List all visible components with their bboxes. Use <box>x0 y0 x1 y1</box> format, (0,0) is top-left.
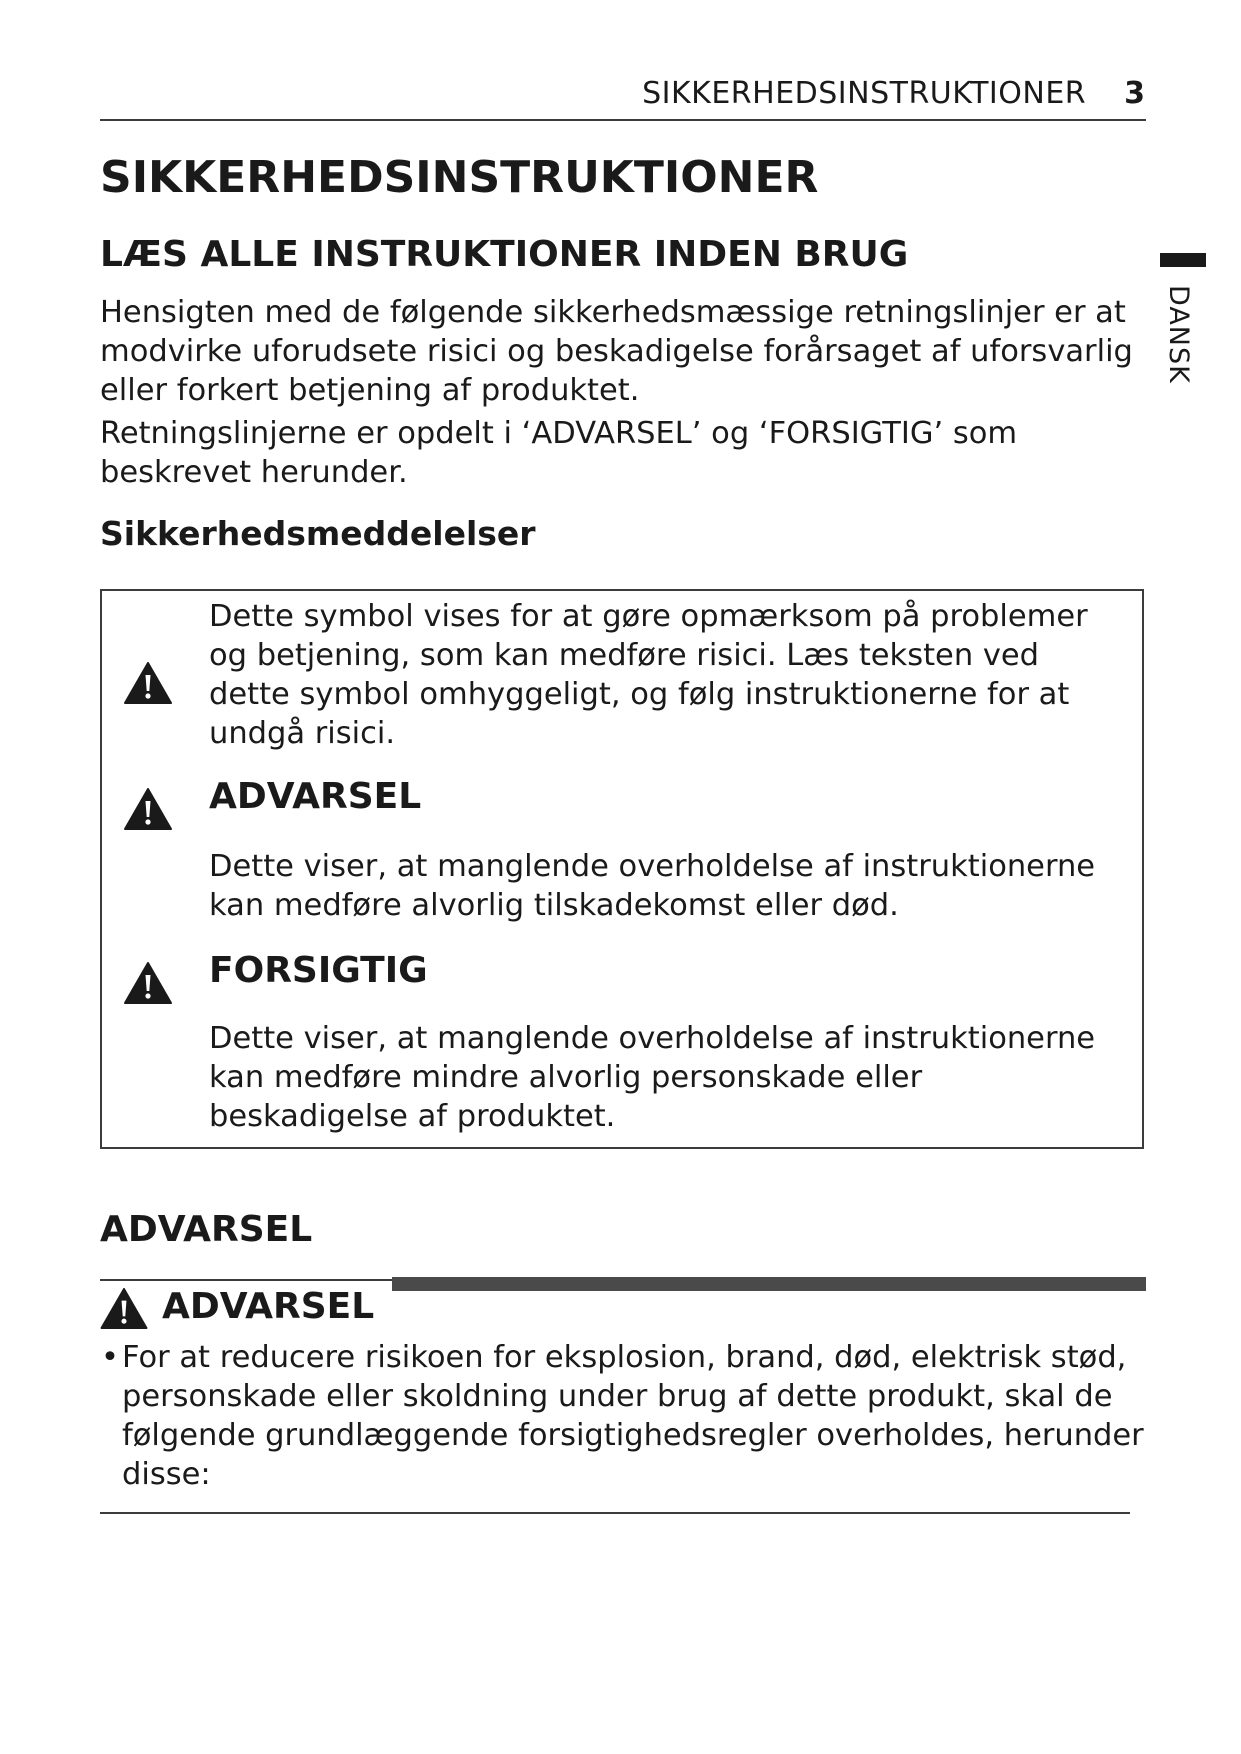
warning-banner-rule <box>100 1279 392 1281</box>
running-header <box>0 74 1145 114</box>
language-tab-marker <box>1160 253 1206 267</box>
warning-triangle-icon <box>123 661 173 705</box>
page-number: 3 <box>1124 76 1145 111</box>
warning-label: ADVARSEL <box>209 776 422 817</box>
caution-description: Dette viser, at manglende overholdelse af instruktionerne kan medføre mindre alvorlig personskade eller beskadigelse af produktet. <box>209 1021 1096 1134</box>
bullet-marker: • <box>101 1340 119 1375</box>
symbol-description: Dette symbol vises for at gøre opmærksom på problemer og betjening, som kan medføre risici. Læs teksten ved dette symbol omhyggeligt, og følg instruktionerne for at undgå risici. <box>209 599 1088 751</box>
intro-paragraph-1: Hensigten med de følgende sikkerhedsmæssige retningslinjer er at modvirke uforudsete risici og beskadigelse forårsaget af uforsvarlig eller forkert betjening af produktet. <box>100 295 1133 408</box>
caution-label: FORSIGTIG <box>209 950 428 991</box>
read-all-instructions-heading: LÆS ALLE INSTRUKTIONER INDEN BRUG <box>100 234 909 275</box>
warning-bottom-rule <box>100 1512 1130 1514</box>
language-tab-label: DANSK <box>1163 285 1194 384</box>
warning-bullet-text: For at reducere risikoen for eksplosion, brand, død, elektrisk stød, personskade eller skoldning under brug af dette produkt, skal de følgende grundlæggende forsigtighedsregler overholdes, herunder disse: <box>122 1340 1144 1492</box>
warning-section-title: ADVARSEL <box>100 1209 313 1250</box>
intro-paragraph-2: Retningslinjerne er opdelt i ‘ADVARSEL’ og ‘FORSIGTIG’ som beskrevet herunder. <box>100 416 1018 490</box>
warning-description: Dette viser, at manglende overholdelse af instruktionerne kan medføre alvorlig tilskadekomst eller død. <box>209 849 1096 923</box>
running-title: SIKKERHEDSINSTRUKTIONER <box>642 76 1087 111</box>
header-rule <box>100 119 1146 121</box>
warning-triangle-icon <box>99 1287 149 1330</box>
warning-triangle-icon <box>123 787 173 831</box>
warning-banner-label: ADVARSEL <box>162 1286 375 1327</box>
safety-messages-heading: Sikkerhedsmeddelelser <box>100 514 536 553</box>
page-title: SIKKERHEDSINSTRUKTIONER <box>100 152 819 203</box>
warning-banner-bar <box>392 1277 1146 1291</box>
caution-triangle-icon <box>123 961 173 1005</box>
